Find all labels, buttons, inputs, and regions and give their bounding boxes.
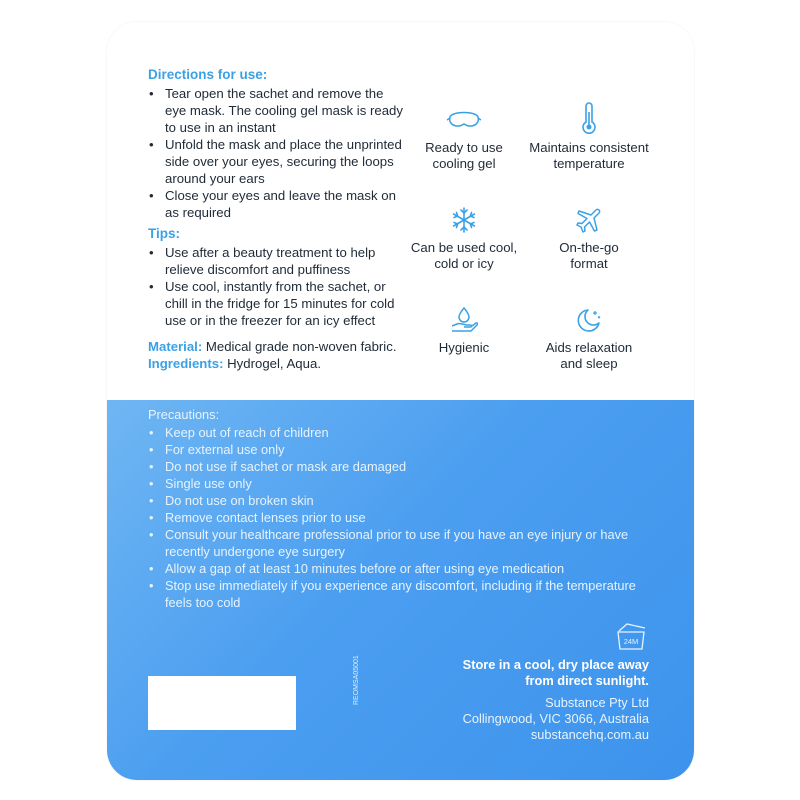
feature-relaxation-sleep bbox=[524, 306, 654, 372]
list-item: • Tear open the sachet and remove the eye mask. The cooling gel mask is ready to use in an instant bbox=[148, 85, 408, 136]
feature-consistent-temperature bbox=[524, 102, 654, 172]
directions-heading: Directions for use: bbox=[148, 67, 268, 82]
ingredients-value: Hydrogel, Aqua. bbox=[227, 356, 321, 371]
list-item: • Close your eyes and leave the mask on as required bbox=[148, 187, 408, 221]
feature-line-1: On-the-go bbox=[559, 240, 619, 255]
directions-column bbox=[148, 66, 408, 372]
sachet-package bbox=[107, 22, 694, 780]
precautions-section bbox=[148, 406, 648, 611]
storage-line-2: from direct sunlight. bbox=[525, 673, 649, 688]
precautions-heading: Precautions: bbox=[148, 407, 220, 422]
bottom-panel bbox=[107, 400, 694, 780]
list-item: • Unfold the mask and place the unprinted side over your eyes, securing the loops around your ears bbox=[148, 136, 408, 187]
moon-stars-icon bbox=[575, 306, 603, 334]
material-value: Medical grade non-woven fabric. bbox=[205, 339, 397, 354]
list-item: • Do not use on broken skin bbox=[148, 492, 648, 509]
feature-line-2: temperature bbox=[553, 156, 625, 171]
feature-line-1: Aids relaxation bbox=[545, 340, 633, 355]
list-item: • Remove contact lenses prior to use bbox=[148, 509, 648, 526]
top-panel bbox=[107, 22, 694, 400]
feature-hygienic bbox=[399, 306, 529, 356]
list-item: • Do not use if sachet or mask are damaged bbox=[148, 458, 648, 475]
feature-on-the-go bbox=[524, 206, 654, 272]
feature-line-1: Can be used cool, bbox=[410, 240, 518, 255]
pao-jar-icon bbox=[615, 622, 647, 657]
feature-line-1: Ready to use bbox=[425, 140, 503, 155]
ingredients-label: Ingredients: bbox=[148, 356, 224, 371]
airplane-icon bbox=[575, 206, 603, 234]
company-address: Collingwood, VIC 3066, Australia bbox=[462, 711, 649, 726]
feature-line-2: cooling gel bbox=[432, 156, 496, 171]
list-item: • For external use only bbox=[148, 441, 648, 458]
hand-drop-icon bbox=[450, 306, 478, 334]
list-item: • Consult your healthcare professional prior to use if you have an eye injury or have recently undergone eye surgery bbox=[148, 526, 648, 560]
thermometer-icon bbox=[579, 102, 599, 134]
feature-line-2: cold or icy bbox=[434, 256, 494, 271]
ingredients-line bbox=[148, 355, 408, 372]
material-line bbox=[148, 338, 408, 355]
precautions-list bbox=[148, 424, 648, 611]
storage-instructions bbox=[409, 657, 649, 689]
feature-line-1: Maintains consistent bbox=[529, 140, 649, 155]
company-name: Substance Pty Ltd bbox=[545, 695, 649, 710]
blank-batch-label bbox=[148, 676, 296, 730]
feature-line-2: and sleep bbox=[560, 356, 618, 371]
snowflake-icon bbox=[450, 206, 478, 234]
pao-label: 24M bbox=[623, 637, 639, 646]
feature-ready-to-use bbox=[399, 108, 529, 172]
feature-cool-cold-icy bbox=[399, 206, 529, 272]
feature-line-2: format bbox=[570, 256, 608, 271]
company-website: substancehq.com.au bbox=[530, 727, 649, 742]
storage-line-1: Store in a cool, dry place away bbox=[462, 657, 649, 672]
feature-line-1: Hygienic bbox=[438, 340, 490, 355]
directions-list bbox=[148, 85, 408, 221]
list-item: • Use after a beauty treatment to help relieve discomfort and puffiness bbox=[148, 244, 408, 278]
company-info bbox=[409, 695, 649, 743]
tips-list bbox=[148, 244, 408, 329]
list-item: • Stop use immediately if you experience any discomfort, including if the temperature feels too cold bbox=[148, 577, 648, 611]
batch-code: REOMSA05001 bbox=[353, 655, 360, 705]
list-item: • Single use only bbox=[148, 475, 648, 492]
list-item: • Use cool, instantly from the sachet, or chill in the fridge for 15 minutes for cold use or in the freezer for an icy effect bbox=[148, 278, 408, 329]
tips-heading: Tips: bbox=[148, 226, 181, 241]
eye-mask-icon bbox=[446, 108, 482, 134]
list-item: • Allow a gap of at least 10 minutes before or after using eye medication bbox=[148, 560, 648, 577]
list-item: • Keep out of reach of children bbox=[148, 424, 648, 441]
material-label: Material: bbox=[148, 339, 203, 354]
